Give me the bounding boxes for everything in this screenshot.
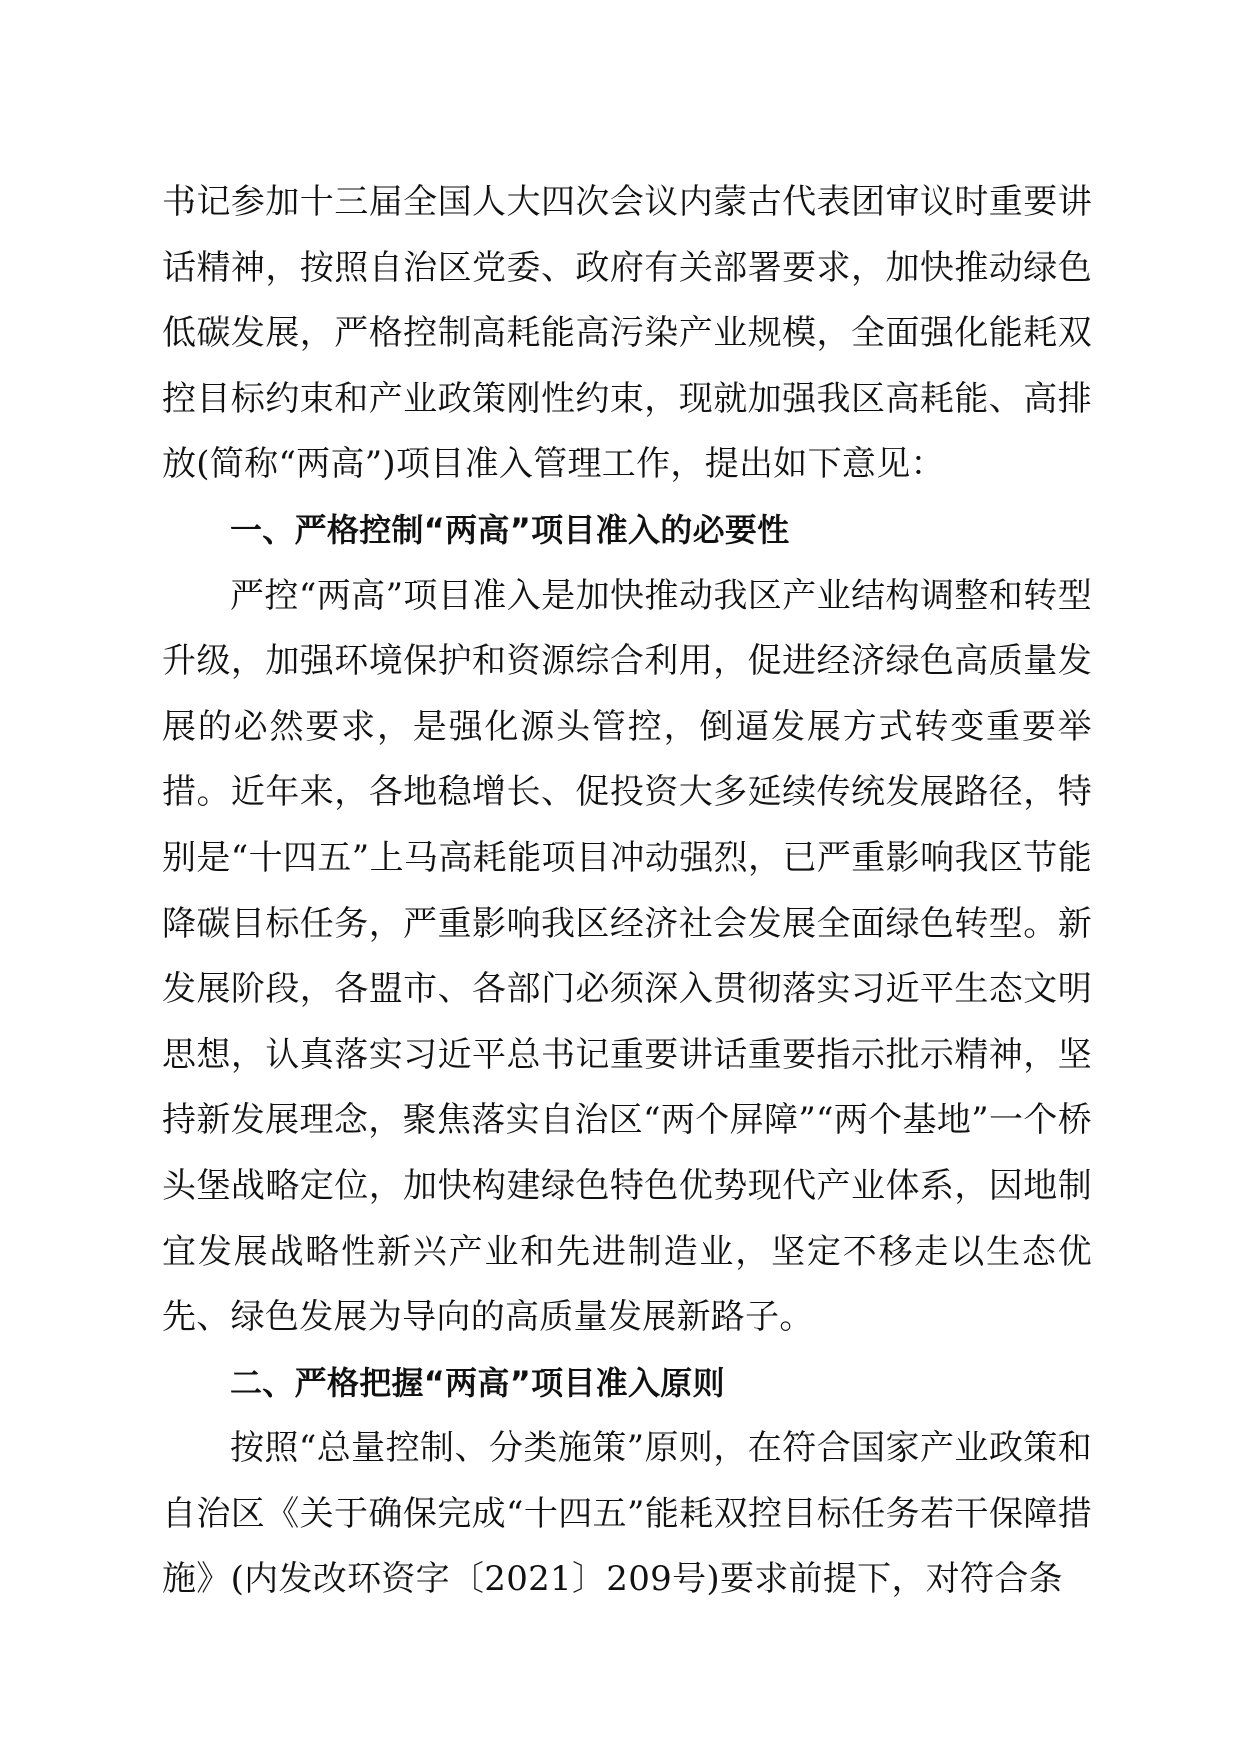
paragraph-intro: 书记参加十三届全国人大四次会议内蒙古代表团审议时重要讲话精神，按照自治区党委、政府有关部署要求，加快推动绿色低碳发展，严格控制高耗能高污染产业规模，全面强化能耗双控目标约束和产业政策刚性约束，现就加强我区高耗能、高排放(简称“两高”)项目准入管理工作，提出如下意见： <box>162 182 1092 485</box>
paragraph-section-1: 严控“两高”项目准入是加快推动我区产业结构调整和转型升级，加强环境保护和资源综合利用，促进经济绿色高质量发展的必然要求，是强化源头管控，倒逼发展方式转变重要举措。近年来，各地稳增长、促投资大多延续传统发展路径，特别是“十四五”上马高耗能项目冲动强烈，已严重影响我区节能降碳目标任务，严重影响我区经济社会发展全面绿色转型。新发展阶段，各盟市、各部门必须深入贯彻落实习近平生态文明思想，认真落实习近平总书记重要讲话重要指示批示精神，坚持新发展理念，聚焦落实自治区“两个屏障”“两个基地”一个桥头堡战略定位，加快构建绿色特色优势现代产业体系，因地制宜发展战略性新兴产业和先进制造业，坚定不移走以生态优先、绿色发展为导向的高质量发展新路子。 <box>162 575 1092 1338</box>
section-heading-2: 二、严格把握“两高”项目准入原则 <box>230 1363 725 1402</box>
paragraph-section-2: 按照“总量控制、分类施策”原则，在符合国家产业政策和自治区《关于确保完成“十四五”能耗双控目标任务若干保障措施》(内发改环资字〔2021〕209号)要求前提下，对符合条 <box>162 1428 1092 1600</box>
section-heading-1: 一、严格控制“两高”项目准入的必要性 <box>230 510 790 549</box>
document-body <box>162 170 1092 1613</box>
